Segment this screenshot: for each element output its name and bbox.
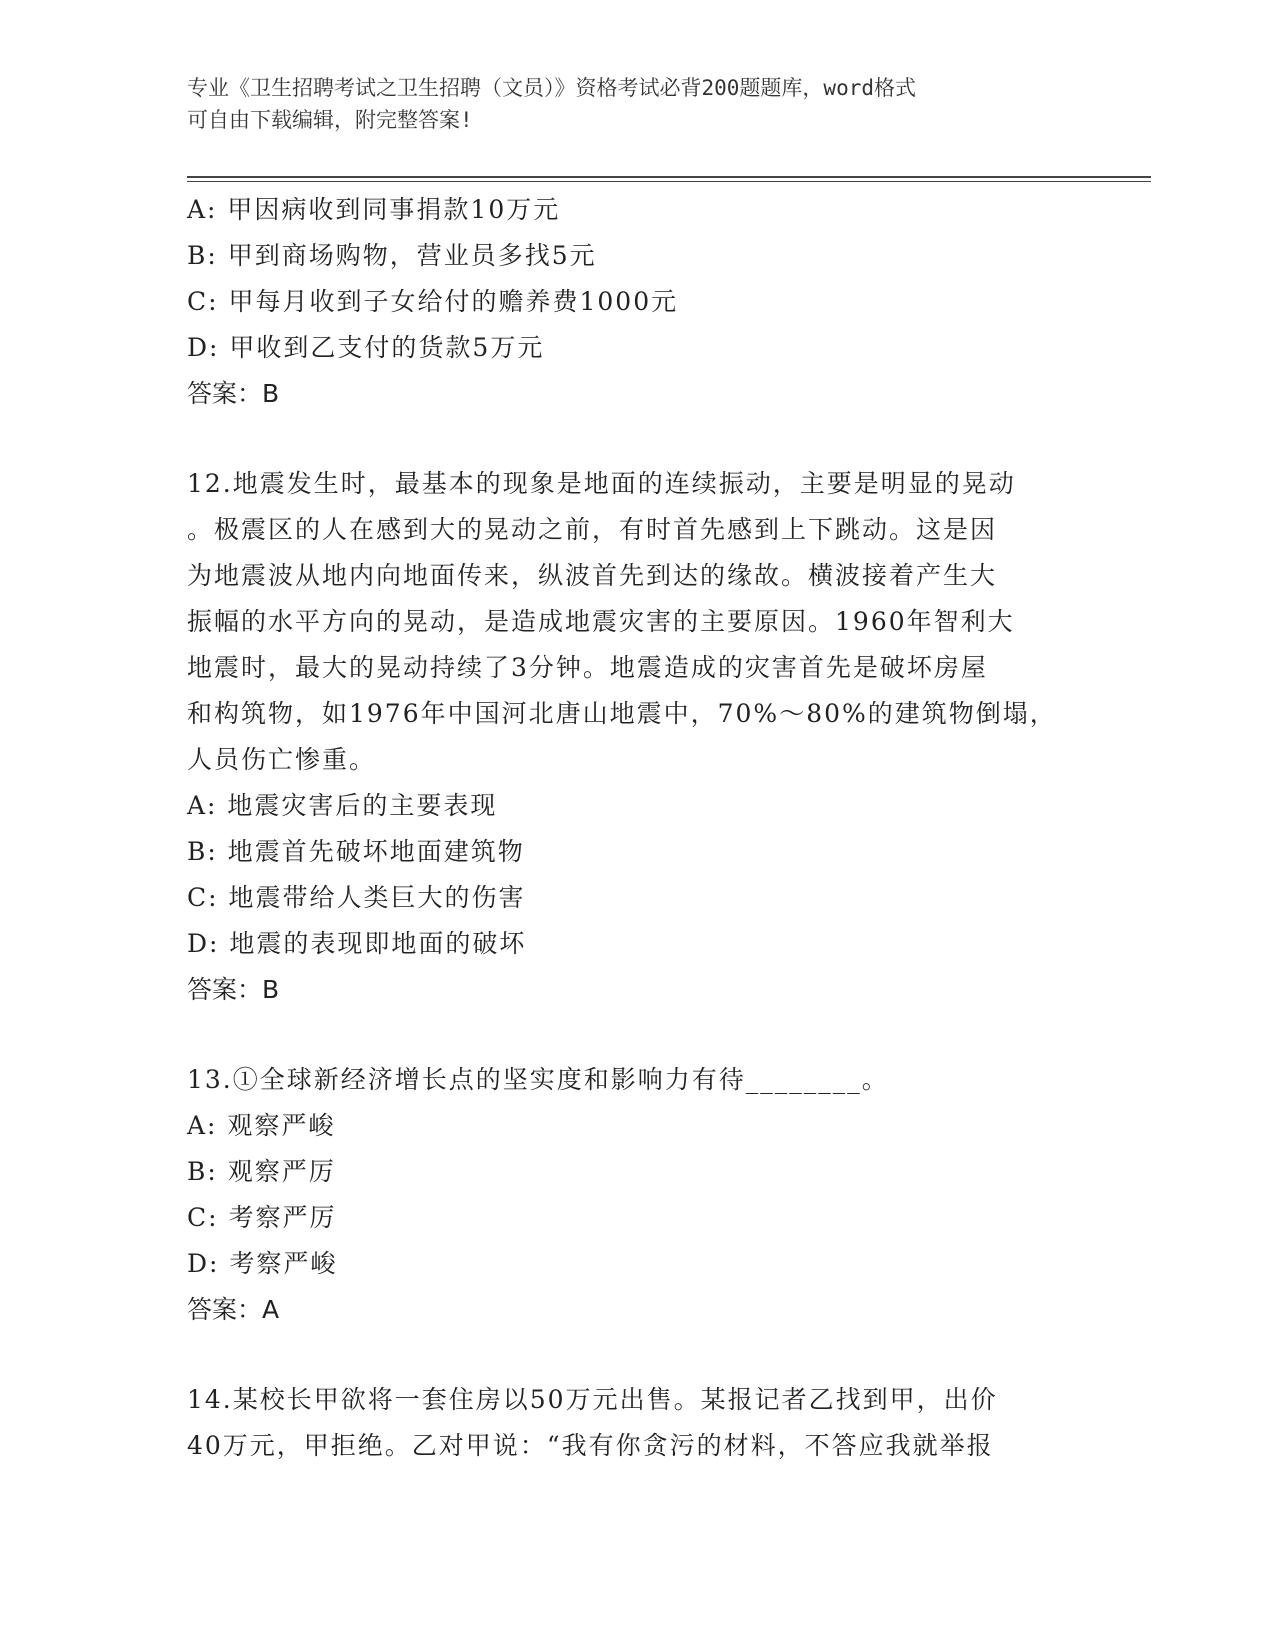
option-a: A: 地震灾害后的主要表现 <box>187 791 498 820</box>
spacer <box>187 417 1067 461</box>
question-stem-line: 。极震区的人在感到大的晃动之前，有时首先感到上下跳动。这是因 <box>187 515 998 544</box>
option-c: C: 甲每月收到子女给付的赡养费1000元 <box>187 287 679 316</box>
answer-line: 答案：B <box>187 379 280 408</box>
question-13 <box>187 1057 1067 1333</box>
option-b: B: 观察严厉 <box>187 1157 336 1186</box>
option-d: D: 地震的表现即地面的破坏 <box>187 929 527 958</box>
question-14 <box>187 1377 1067 1469</box>
option-c: C: 地震带给人类巨大的伤害 <box>187 883 526 912</box>
header-title-line: 专业《卫生招聘考试之卫生招聘（文员）》资格考试必背200题题库，word格式 <box>187 76 916 100</box>
option-c: C: 考察严厉 <box>187 1203 337 1232</box>
question-stem-line: 40万元，甲拒绝。乙对甲说：“我有你贪污的材料，不答应我就举报 <box>187 1431 994 1460</box>
question-stem-line: 13.①全球新经济增长点的坚实度和影响力有待________。 <box>187 1065 889 1094</box>
question-stem-line: 人员伤亡惨重。 <box>187 745 377 774</box>
question-stem-line: 振幅的水平方向的晃动，是造成地震灾害的主要原因。1960年智利大 <box>187 607 1015 636</box>
answer-line: 答案：A <box>187 1295 280 1324</box>
option-b: B: 甲到商场购物，营业员多找5元 <box>187 241 597 270</box>
question-stem-line: 12.地震发生时，最基本的现象是地面的连续振动，主要是明显的晃动 <box>187 469 1016 498</box>
question-12 <box>187 461 1067 1013</box>
question-content <box>187 187 1067 1469</box>
question-stem-line: 地震时，最大的晃动持续了3分钟。地震造成的灾害首先是破坏房屋 <box>187 653 988 682</box>
question-stem-line: 14.某校长甲欲将一套住房以50万元出售。某报记者乙找到甲，出价 <box>187 1385 998 1414</box>
question-stem-line: 和构筑物，如1976年中国河北唐山地震中，70%～80%的建筑物倒塌， <box>187 699 1057 728</box>
question-stem-line: 为地震波从地内向地面传来，纵波首先到达的缘故。横波接着产生大 <box>187 561 998 590</box>
document-header <box>187 72 1067 136</box>
divider-thin-line <box>187 181 1151 182</box>
question-11 <box>187 187 1067 417</box>
divider-thick-line <box>187 176 1151 178</box>
spacer <box>187 1013 1067 1057</box>
header-subtitle-line: 可自由下载编辑，附完整答案! <box>187 108 473 132</box>
option-b: B: 地震首先破坏地面建筑物 <box>187 837 525 866</box>
option-a: A: 甲因病收到同事捐款10万元 <box>187 195 561 224</box>
spacer <box>187 1333 1067 1377</box>
option-d: D: 甲收到乙支付的货款5万元 <box>187 333 545 362</box>
header-divider <box>187 176 1151 182</box>
answer-line: 答案：B <box>187 975 280 1004</box>
option-a: A: 观察严峻 <box>187 1111 336 1140</box>
option-d: D: 考察严峻 <box>187 1249 338 1278</box>
